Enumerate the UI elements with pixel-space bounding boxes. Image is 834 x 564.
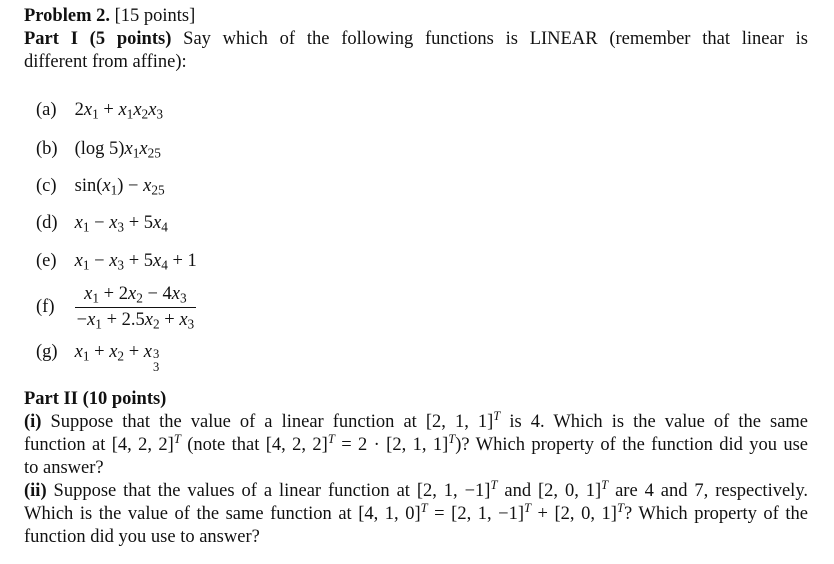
item-label: (a) (36, 100, 57, 120)
list-item-f (36, 284, 196, 331)
part2-q2-line2: Which is the value of the same function at [4, 1, 0]$^T$ = [2, 1, −1]$^T$ + [2, 0, 1]$^T$? Which property of the (24, 501, 808, 524)
part2-q1-line2: function at [4, 2, 2]$^T$ (note that [4, 2, 2]$^T$ = 2 · [2, 1, 1]$^T$)? Which property of the function did you use (24, 432, 809, 455)
problem-title: Problem 2. (24, 6, 110, 26)
item-fraction (75, 284, 197, 331)
list-item-b (36, 139, 161, 160)
problem-points: [15 points] (114, 6, 196, 26)
item-label: (e) (36, 251, 57, 271)
item-expression: $2x_1 + x_1x_2x_3$ (74, 100, 164, 122)
list-item-c (36, 176, 165, 197)
part1-title: Part I (5 points) (24, 29, 172, 49)
item-expression: $x_1 - x_3 + 5x_4 + 1$ (74, 251, 197, 273)
item-label: (f) (36, 297, 55, 317)
part1-prompt-text: Say which of the following functions is LINEAR (remember that linear is (183, 29, 809, 49)
problem-header (24, 6, 195, 27)
item-expression: $x_1 + x_2 + x$ 3 3 (74, 342, 160, 374)
item-label: (c) (36, 176, 57, 196)
list-item-e (36, 251, 197, 272)
list-item-a (36, 100, 163, 121)
part1-prompt-line2: different from affine): (24, 52, 187, 72)
part2-q2-line1: (ii) Suppose that the values of a linear function at [2, 1, −1]$^T$ and [2, 0, 1]$^T$ are 4 and 7, respectively. (24, 478, 808, 501)
q1-label: (i) (24, 412, 42, 432)
part2-q1-line3: to answer? (24, 458, 104, 478)
fraction-denominator: $-x_1 + 2.5x_2 + x_3$ (76, 310, 195, 332)
item-label: (b) (36, 139, 58, 159)
item-expression: $\sin(x_1) - x_{25}$ (74, 176, 165, 198)
item-label: (g) (36, 342, 58, 362)
part1-prompt-line1 (24, 29, 808, 50)
list-item-d (36, 213, 168, 234)
item-expression: (log $5)x_1x_{25}$ (74, 139, 161, 161)
item-label: (d) (36, 213, 58, 233)
item-expression: $x_1 - x_3 + 5x_4$ (74, 213, 168, 235)
q2-label: (ii) (24, 481, 47, 501)
list-item-g (36, 342, 160, 374)
part2-q2-line3: function did you use to answer? (24, 527, 260, 547)
part2-title: Part II (10 points) (24, 389, 167, 409)
fraction-numerator: $x_1 + 2x_2 - 4x_3$ (75, 284, 197, 308)
part2-q1-line1: (i) Suppose that the value of a linear function at [2, 1, 1]$^T$ is 4. Which is the value of the same (24, 409, 809, 432)
